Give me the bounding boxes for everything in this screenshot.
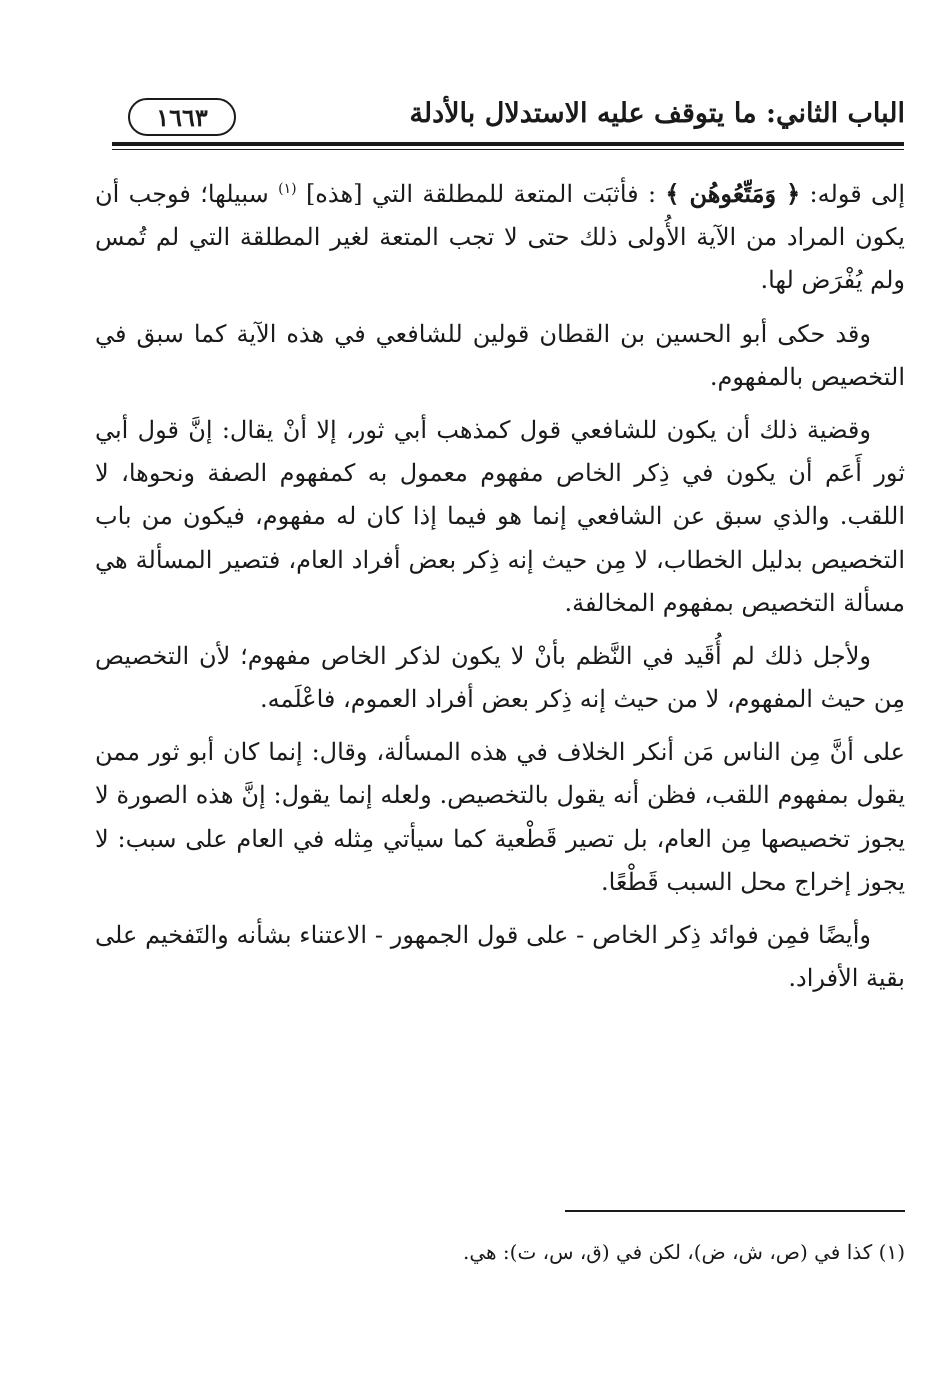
chapter-title: الباب الثاني: ما يتوقف عليه الاستدلال بالأدلة [409, 98, 905, 129]
footnote-1: (١) كذا في (ص، ش، ض)، لكن في (ق، س، ت): هي. [462, 1240, 905, 1264]
paragraph-2: وقد حكى أبو الحسين بن القطان قولين للشافعي في هذه الآية كما سبق في التخصيص بالمفهوم. [95, 319, 905, 391]
page-number: ١٦٦٣ [128, 98, 236, 136]
paragraph-6: وأيضًا فمِن فوائد ذِكر الخاص - على قول الجمهور - الاعتناء بشأنه والتَفخيم على بقية الأفراد. [95, 921, 905, 993]
header-rule-thick [112, 142, 904, 146]
paragraph-1-rest: سبيلها؛ فوجب أن يكون المراد من الآية الأُولى ذلك حتى لا تجب المتعة لغير المطلقة التي لم تُمس ولم يُفْرَض لها. [95, 180, 905, 295]
paragraph-1-middle: : فأثبَت المتعة للمطلقة التي [هذه] [305, 180, 657, 208]
main-text [95, 172, 905, 1010]
quran-quote: ﴿ وَمَتِّعُوهُن ﴾ [665, 179, 801, 208]
paragraph-1-lead: إلى قوله: [800, 180, 905, 208]
paragraph-4: ولأجل ذلك لم أُقَيد في النَّظم بأنْ لا يكون لذكر الخاص مفهوم؛ لأن التخصيص مِن حيث المفهوم، لا من حيث إنه ذِكر بعض أفراد العموم، فاعْلَمه. [95, 641, 905, 714]
footnote-reference: (١) [278, 181, 297, 197]
paragraph-1 [95, 172, 905, 303]
footnote-separator [565, 1210, 905, 1212]
running-header [110, 96, 905, 142]
paragraph-3: وقضية ذلك أن يكون للشافعي قول كمذهب أبي ثور، إلا أنْ يقال: إنَّ قول أبي ثور أَعَم أن يكون في ذِكر الخاص مفهوم معمول به كمفهوم الصفة ونحوها، لا اللقب. والذي سبق عن الشافعي إنما هو فيما إذا كان له مفهوم، فيكون من باب التخصيص بدليل الخطاب، لا مِن حيث إنه ذِكر بعض أفراد العام، فتصير المسألة هي مسألة التخصيص بمفهوم المخالفة. [95, 415, 905, 617]
header-rule-thin [112, 149, 904, 150]
paragraph-5: على أنَّ مِن الناس مَن أنكر الخلاف في هذه المسألة، وقال: إنما كان أبو ثور ممن يقول بمفهوم اللقب، فظن أنه يقول بالتخصيص. ولعله إنما يقول: إنَّ هذه الصورة لا يجوز تخصيصها مِن العام، بل تصير قَطْعية كما سيأتي مِثله في العام على سبب: لا يجوز إخراج محل السبب قَطْعًا. [95, 738, 905, 896]
